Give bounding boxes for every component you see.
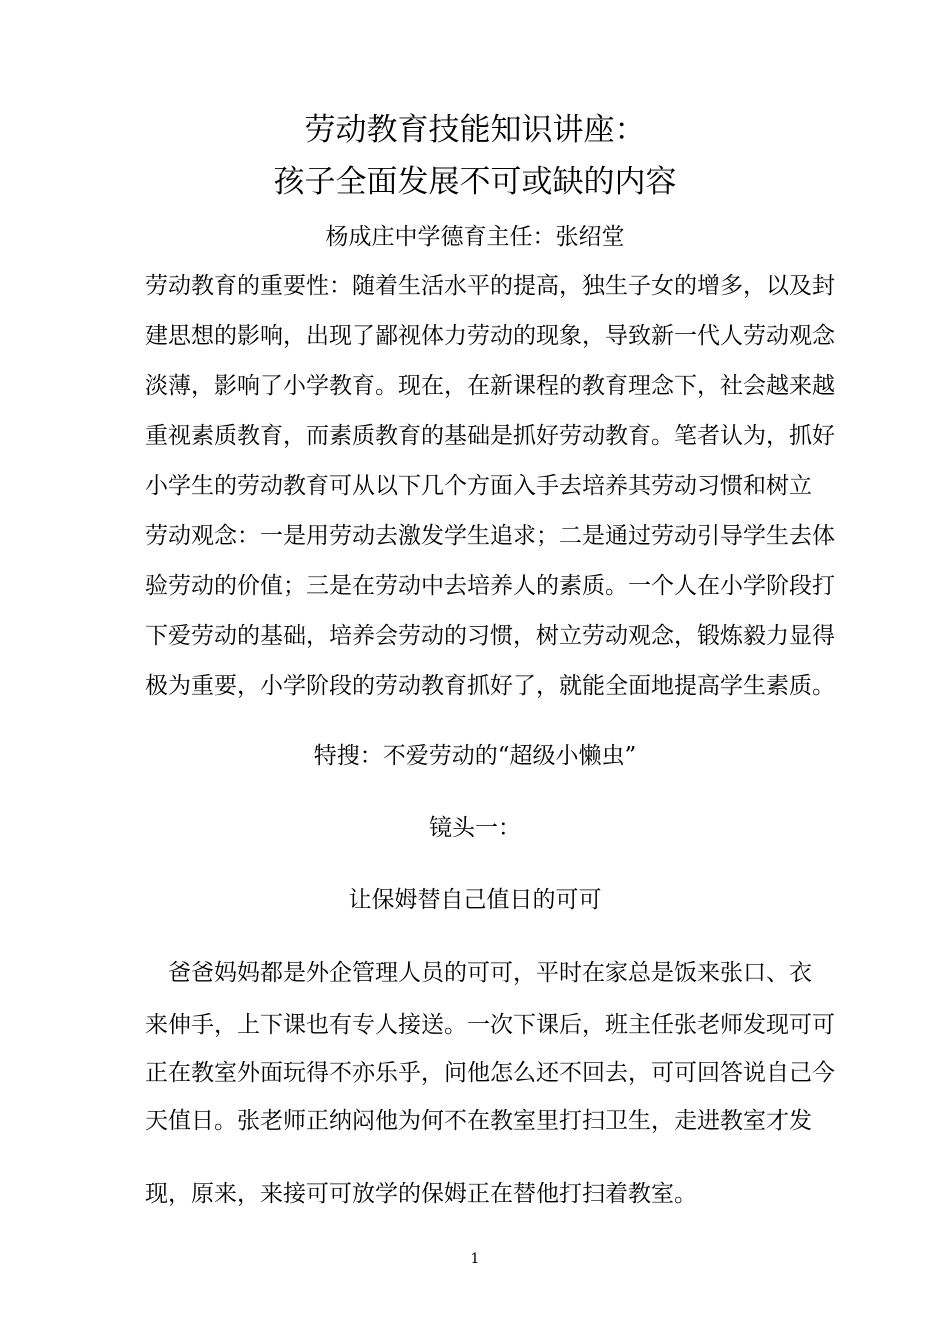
intro-line-6: 劳动观念：一是用劳动去激发学生追求；二是通过劳动引导学生去体 (145, 523, 835, 549)
intro-line-9: 极为重要，小学阶段的劳动教育抓好了，就能全面地提高学生素质。 (145, 673, 835, 699)
document-title-line-2: 孩子全面发展不可或缺的内容 (273, 164, 677, 200)
story-line-3: 正在教室外面玩得不亦乐乎，问他怎么还不回去，可可回答说自己今 (145, 1060, 835, 1086)
intro-line-1: 劳动教育的重要性：随着生活水平的提高，独生子女的增多，以及封 (145, 273, 835, 299)
story-line-1: 爸爸妈妈都是外企管理人员的可可，平时在家总是饭来张口、衣 (145, 960, 812, 986)
intro-line-5: 小学生的劳动教育可从以下几个方面入手去培养其劳动习惯和树立 (145, 473, 812, 499)
intro-line-2: 建思想的影响，出现了鄙视体力劳动的现象，导致新一代人劳动观念 (145, 323, 835, 349)
document-author: 杨成庄中学德育主任：张绍堂 (325, 224, 625, 250)
document-title-line-1: 劳动教育技能知识讲座： (304, 112, 646, 148)
intro-line-8: 下爱劳动的基础，培养会劳动的习惯，树立劳动观念，锻炼毅力显得 (145, 623, 835, 649)
intro-line-3: 淡薄，影响了小学教育。现在，在新课程的教育理念下，社会越来越 (145, 373, 835, 399)
story-line-5: 现，原来，来接可可放学的保姆正在替他打扫着教室。 (145, 1181, 697, 1207)
story-line-4: 天值日。张老师正纳闷他为何不在教室里打扫卫生，走进教室才发 (145, 1108, 812, 1134)
shot-heading: 镜头一： (429, 815, 521, 841)
intro-line-7: 验劳动的价值；三是在劳动中去培养人的素质。一个人在小学阶段打 (145, 573, 835, 599)
story-line-2: 来伸手，上下课也有专人接送。一次下课后，班主任张老师发现可可 (145, 1012, 835, 1038)
intro-line-4: 重视素质教育，而素质教育的基础是抓好劳动教育。笔者认为，抓好 (145, 423, 835, 449)
section-heading: 特搜：不爱劳动的“超级小懒虫” (313, 743, 637, 769)
shot-title: 让保姆替自己值日的可可 (348, 887, 602, 913)
page-number: 1 (470, 1251, 480, 1267)
